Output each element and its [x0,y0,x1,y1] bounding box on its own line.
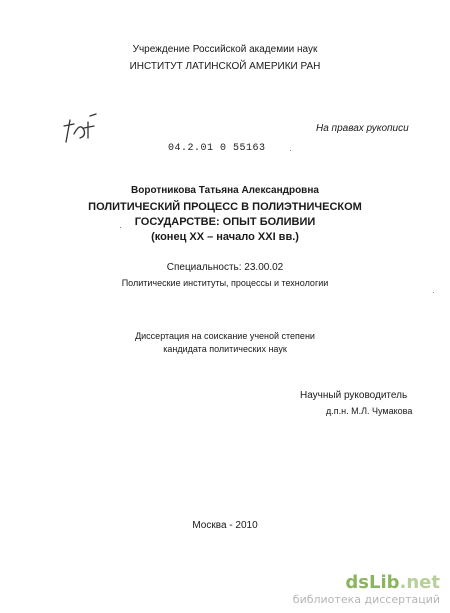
watermark [293,574,440,605]
scan-speck [120,227,121,228]
title-line1: ПОЛИТИЧЕСКИЙ ПРОЦЕСС В ПОЛИЭТНИЧЕСКОМ [88,201,362,213]
dissertation-degree-line1: Диссертация на соискание ученой степени [135,331,315,341]
supervisor-label: Научный руководитель [300,390,408,401]
shelf-number-stamp: 04.2.01 0 55163 [168,143,266,154]
specialty-code: Специальность: 23.00.02 [166,262,284,273]
author-name: Воротникова Татьяна Александровна [131,185,319,196]
rights-note: На правах рукописи [316,123,409,134]
dissertation-degree-line2: кандидата политических наук [163,344,287,354]
institution-header-line1: Учреждение Российской академии наук [132,44,318,55]
scan-speck [433,292,434,293]
city-year: Москва - 2010 [192,520,258,531]
supervisor-name: д.п.н. М.Л. Чумакова [326,406,413,416]
specialty-name: Политические институты, процессы и технологии [121,278,329,288]
institution-header-line2: ИНСТИТУТ ЛАТИНСКОЙ АМЕРИКИ РАН [129,61,321,72]
watermark-subtitle: библиотека диссертаций [292,593,440,606]
title-line2: ГОСУДАРСТВЕ: ОПЫТ БОЛИВИИ [134,216,316,228]
handwritten-mark [60,112,102,148]
title-line3: (конец XX – начало XXI вв.) [151,231,299,243]
watermark-logo: dsLib.net [345,572,440,593]
scan-speck [290,150,291,151]
